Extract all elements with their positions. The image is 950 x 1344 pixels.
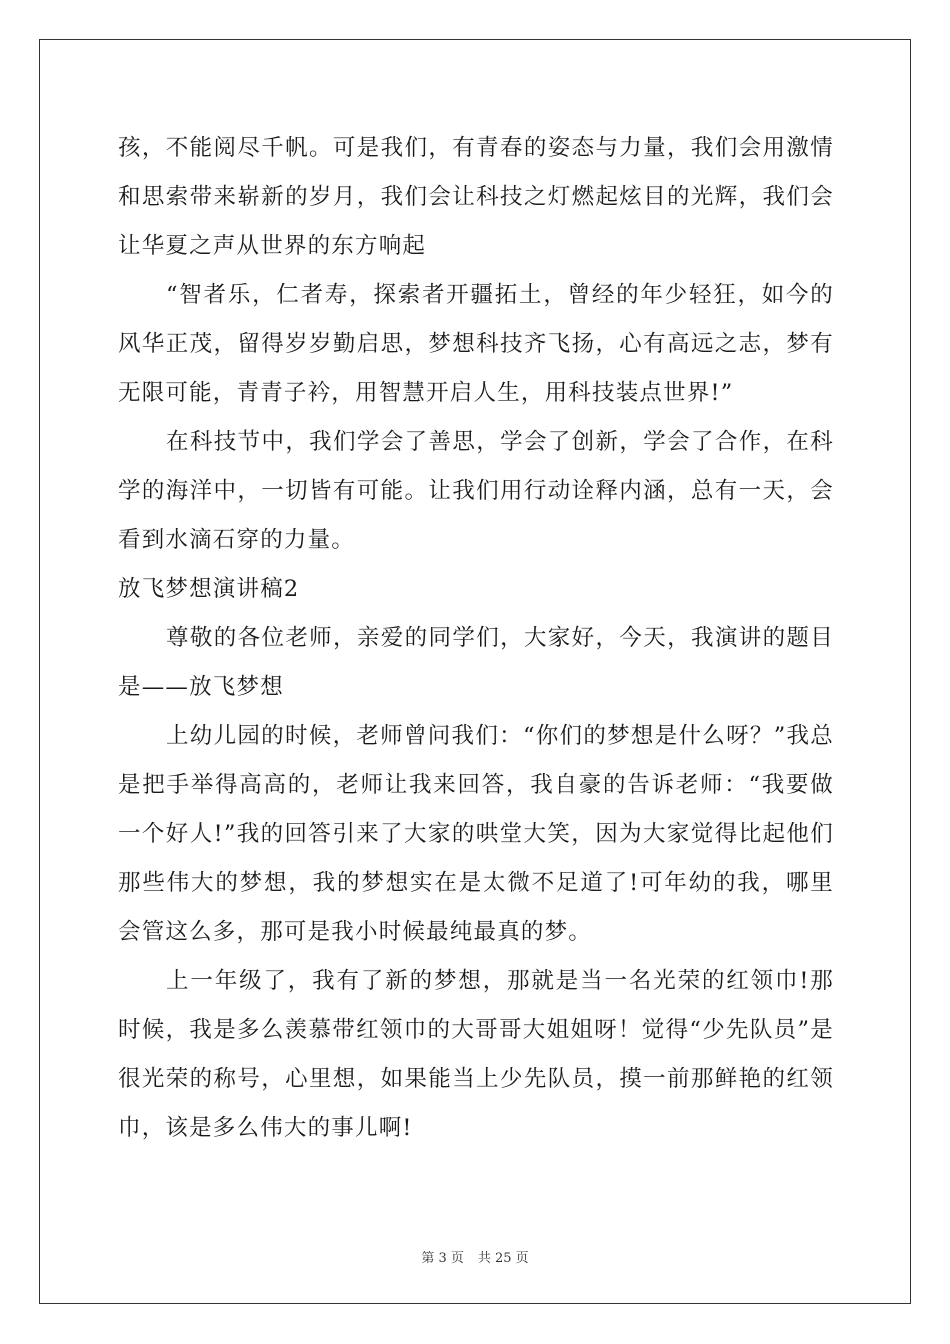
- page-number: 第 3 页: [421, 1251, 464, 1266]
- paragraph-science-festival: 在科技节中，我们学会了善思，学会了创新，学会了合作，在科学的海洋中，一切皆有可能。让我们用行动诠释内涵，总有一天，会看到水滴石穿的力量。: [118, 429, 834, 553]
- document-body: [118, 124, 834, 1153]
- paragraph-continuation: 孩，不能阅尽千帆。可是我们，有青春的姿态与力量，我们会用激情和思索带来崭新的岁月，我们会让科技之灯燃起炫目的光辉，我们会让华夏之声从世界的东方响起: [118, 135, 834, 259]
- page-footer: [0, 1247, 950, 1266]
- paragraph-kindergarten: 上幼儿园的时候，老师曾问我们：“你们的梦想是什么呀？”我总是把手举得高高的，老师让我来回答，我自豪的告诉老师：“我要做一个好人!”我的回答引来了大家的哄堂大笑，因为大家觉得比起他们那些伟大的梦想，我的梦想实在是太微不足道了!可年幼的我，哪里会管这么多，那可是我小时候最纯最真的梦。: [118, 723, 834, 945]
- paragraph-quote: “智者乐，仁者寿，探索者开疆拓土，曾经的年少轻狂，如今的风华正茂，留得岁岁勤启思，梦想科技齐飞扬，心有高远之志，梦有无限可能，青青子衿，用智慧开启人生，用科技装点世界!”: [118, 282, 834, 406]
- section-heading: 放飞梦想演讲稿2: [118, 576, 300, 602]
- paragraph-first-grade: 上一年级了，我有了新的梦想，那就是当一名光荣的红领巾!那时候，我是多么羡慕带红领巾的大哥哥大姐姐呀！觉得“少先队员”是很光荣的称号，心里想，如果能当上少先队员，摸一前那鲜艳的红领巾，该是多么伟大的事儿啊!: [118, 968, 834, 1141]
- page-total: 共 25 页: [477, 1251, 529, 1266]
- paragraph-greeting: 尊敬的各位老师，亲爱的同学们，大家好，今天，我演讲的题目是——放飞梦想: [118, 625, 834, 700]
